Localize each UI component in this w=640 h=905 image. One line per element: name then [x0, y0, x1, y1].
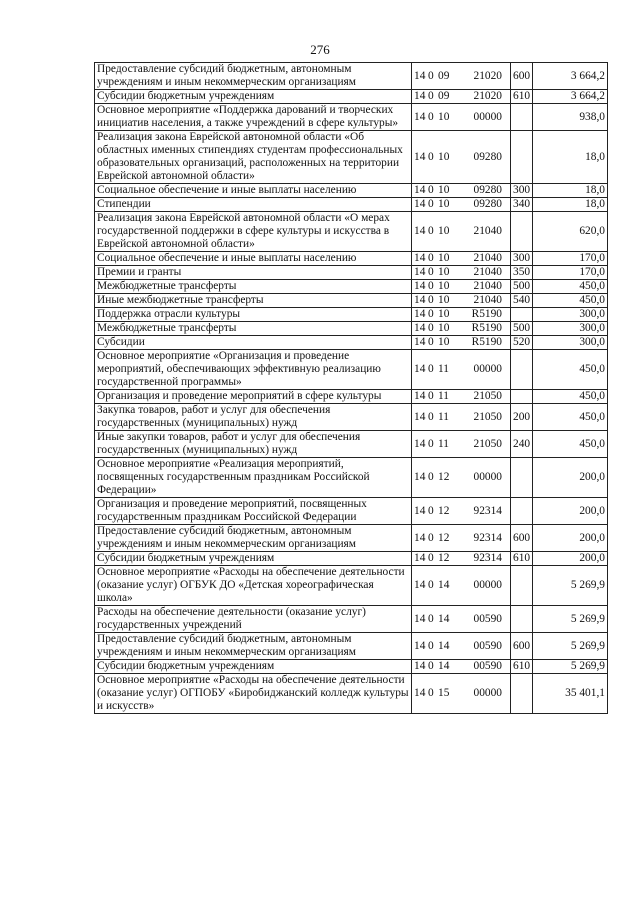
row-vr: 600 — [511, 525, 533, 552]
row-rz: 14 — [414, 552, 426, 564]
row-vr — [511, 212, 533, 252]
row-sub: 10 — [438, 280, 450, 292]
table-row — [95, 184, 608, 198]
row-cs: 09280 — [473, 184, 502, 196]
row-name: Субсидии бюджетным учреждениям — [95, 90, 412, 104]
row-sum: 200,0 — [533, 498, 608, 525]
row-sum: 18,0 — [533, 131, 608, 184]
row-pr: 0 — [428, 322, 434, 334]
row-sub: 10 — [438, 336, 450, 348]
row-code — [412, 212, 511, 252]
row-sub: 14 — [438, 579, 450, 591]
row-pr: 0 — [428, 184, 434, 196]
row-sum: 450,0 — [533, 390, 608, 404]
row-name: Субсидии бюджетным учреждениям — [95, 660, 412, 674]
row-rz: 14 — [414, 410, 426, 423]
table-row — [95, 266, 608, 280]
row-pr: 0 — [428, 225, 434, 237]
row-code — [412, 458, 511, 498]
row-code — [412, 308, 511, 322]
row-vr: 350 — [511, 266, 533, 280]
row-rz: 14 — [414, 150, 426, 163]
row-name: Организация и проведение мероприятий в сфере культуры — [95, 390, 412, 404]
row-cs: 00000 — [473, 363, 502, 375]
row-sum: 450,0 — [533, 350, 608, 390]
table-row — [95, 104, 608, 131]
row-sum: 200,0 — [533, 458, 608, 498]
row-sub: 09 — [438, 69, 450, 82]
row-cs: 21050 — [473, 390, 502, 402]
row-rz: 14 — [414, 531, 426, 544]
row-vr — [511, 458, 533, 498]
row-code — [412, 198, 511, 212]
row-vr — [511, 350, 533, 390]
row-sub: 15 — [438, 687, 450, 699]
row-sum: 300,0 — [533, 322, 608, 336]
row-sum: 450,0 — [533, 280, 608, 294]
table-row — [95, 90, 608, 104]
row-sub: 10 — [438, 198, 450, 210]
row-pr: 0 — [428, 336, 434, 348]
row-rz: 14 — [414, 660, 426, 672]
table-row — [95, 431, 608, 458]
row-rz: 14 — [414, 504, 426, 517]
row-pr: 0 — [428, 266, 434, 278]
row-vr: 300 — [511, 252, 533, 266]
row-pr: 0 — [428, 390, 434, 402]
row-cs: 00000 — [473, 110, 502, 123]
row-sum: 3 664,2 — [533, 63, 608, 90]
row-vr — [511, 131, 533, 184]
row-code — [412, 552, 511, 566]
row-vr: 500 — [511, 322, 533, 336]
row-sub: 12 — [438, 504, 450, 517]
row-vr — [511, 498, 533, 525]
row-name: Основное мероприятие «Расходы на обеспечение деятельности (оказание услуг) ОГБУК ДО «Детская хореографическая школа» — [95, 566, 412, 606]
row-sub: 10 — [438, 266, 450, 278]
row-vr — [511, 606, 533, 633]
row-code — [412, 350, 511, 390]
table-row — [95, 131, 608, 184]
row-sub: 14 — [438, 660, 450, 672]
row-sum: 5 269,9 — [533, 660, 608, 674]
row-sub: 12 — [438, 531, 450, 544]
row-sum: 5 269,9 — [533, 606, 608, 633]
row-pr: 0 — [428, 90, 434, 102]
row-cs: 92314 — [473, 504, 502, 517]
row-sub: 10 — [438, 110, 450, 123]
row-vr: 610 — [511, 660, 533, 674]
row-vr: 600 — [511, 633, 533, 660]
row-rz: 14 — [414, 266, 426, 278]
row-pr: 0 — [428, 612, 434, 625]
row-cs: 21040 — [473, 294, 502, 306]
table-row — [95, 566, 608, 606]
row-code — [412, 266, 511, 280]
row-vr — [511, 390, 533, 404]
row-vr: 610 — [511, 552, 533, 566]
row-rz: 14 — [414, 579, 426, 591]
row-pr: 0 — [428, 198, 434, 210]
row-sub: 10 — [438, 252, 450, 264]
row-name: Основное мероприятие «Поддержка дарований и творческих инициатив населения, а также учреждений в сфере культуры» — [95, 104, 412, 131]
row-rz: 14 — [414, 308, 426, 320]
row-cs: 00000 — [473, 471, 502, 483]
row-name: Основное мероприятие «Расходы на обеспечение деятельности (оказание услуг) ОГПОБУ «Биробиджанский колледж культуры и искусств» — [95, 674, 412, 714]
row-code — [412, 404, 511, 431]
row-name: Субсидии — [95, 336, 412, 350]
row-sub: 10 — [438, 294, 450, 306]
row-name: Организация и проведение мероприятий, посвященных государственным праздникам Российской Федерации — [95, 498, 412, 525]
row-sub: 14 — [438, 639, 450, 652]
row-rz: 14 — [414, 437, 426, 450]
row-name: Субсидии бюджетным учреждениям — [95, 552, 412, 566]
table-row — [95, 294, 608, 308]
row-vr: 200 — [511, 404, 533, 431]
row-name: Стипендии — [95, 198, 412, 212]
row-sum: 300,0 — [533, 308, 608, 322]
table-row — [95, 212, 608, 252]
row-code — [412, 336, 511, 350]
row-sub: 10 — [438, 150, 450, 163]
row-cs: 92314 — [473, 552, 502, 564]
row-vr: 540 — [511, 294, 533, 308]
row-sub: 09 — [438, 90, 450, 102]
row-rz: 14 — [414, 184, 426, 196]
row-sub: 11 — [438, 437, 449, 450]
row-rz: 14 — [414, 336, 426, 348]
row-pr: 0 — [428, 639, 434, 652]
row-code — [412, 322, 511, 336]
row-name: Закупка товаров, работ и услуг для обеспечения государственных (муниципальных) нужд — [95, 404, 412, 431]
row-code — [412, 252, 511, 266]
row-sub: 11 — [438, 410, 449, 423]
row-rz: 14 — [414, 687, 426, 699]
row-vr: 520 — [511, 336, 533, 350]
row-sub: 11 — [438, 363, 449, 375]
table-row — [95, 63, 608, 90]
row-code — [412, 390, 511, 404]
row-code — [412, 184, 511, 198]
row-sum: 18,0 — [533, 198, 608, 212]
row-pr: 0 — [428, 687, 434, 699]
row-cs: 21020 — [473, 69, 502, 82]
row-vr — [511, 308, 533, 322]
row-pr: 0 — [428, 252, 434, 264]
row-code — [412, 660, 511, 674]
row-sub: 10 — [438, 225, 450, 237]
row-rz: 14 — [414, 639, 426, 652]
row-code — [412, 280, 511, 294]
row-rz: 14 — [414, 110, 426, 123]
row-sub: 11 — [438, 390, 449, 402]
row-pr: 0 — [428, 471, 434, 483]
row-code — [412, 431, 511, 458]
row-cs: 00590 — [473, 612, 502, 625]
row-name: Поддержка отрасли культуры — [95, 308, 412, 322]
row-vr — [511, 674, 533, 714]
row-name: Иные закупки товаров, работ и услуг для обеспечения государственных (муниципальных) нужд — [95, 431, 412, 458]
row-sum: 450,0 — [533, 431, 608, 458]
row-code — [412, 606, 511, 633]
row-cs: 21040 — [473, 252, 502, 264]
row-cs: 00590 — [473, 660, 502, 672]
row-pr: 0 — [428, 363, 434, 375]
row-cs: 00000 — [473, 687, 502, 699]
row-cs: 00000 — [473, 579, 502, 591]
row-vr — [511, 104, 533, 131]
row-cs: 21040 — [473, 225, 502, 237]
row-name: Предоставление субсидий бюджетным, автономным учреждениям и иным некоммерческим организациям — [95, 525, 412, 552]
table-row — [95, 674, 608, 714]
table-row — [95, 633, 608, 660]
row-name: Предоставление субсидий бюджетным, автономным учреждениям и иным некоммерческим организациям — [95, 63, 412, 90]
row-name: Расходы на обеспечение деятельности (оказание услуг) государственных учреждений — [95, 606, 412, 633]
row-vr: 340 — [511, 198, 533, 212]
page-number: 276 — [310, 42, 330, 57]
row-sum: 450,0 — [533, 404, 608, 431]
row-rz: 14 — [414, 225, 426, 237]
table-row — [95, 498, 608, 525]
row-name: Основное мероприятие «Реализация мероприятий, посвященных государственным праздникам Российской Федерации» — [95, 458, 412, 498]
table-row — [95, 390, 608, 404]
table-row — [95, 552, 608, 566]
row-name: Реализация закона Еврейской автономной области «Об областных именных стипендиях студентам профессиональных образовательных организаций, расположенных на территории Еврейской автономной области» — [95, 131, 412, 184]
row-cs: R5190 — [471, 336, 502, 348]
row-cs: 21040 — [473, 280, 502, 292]
row-rz: 14 — [414, 390, 426, 402]
row-cs: R5190 — [471, 308, 502, 320]
row-sum: 18,0 — [533, 184, 608, 198]
row-sum: 200,0 — [533, 552, 608, 566]
row-pr: 0 — [428, 531, 434, 544]
row-rz: 14 — [414, 363, 426, 375]
row-name: Предоставление субсидий бюджетным, автономным учреждениям и иным некоммерческим организациям — [95, 633, 412, 660]
row-name: Основное мероприятие «Организация и проведение мероприятий, обеспечивающих эффективную реализацию государственной программы» — [95, 350, 412, 390]
row-pr: 0 — [428, 280, 434, 292]
row-pr: 0 — [428, 579, 434, 591]
row-rz: 14 — [414, 69, 426, 82]
row-sum: 5 269,9 — [533, 633, 608, 660]
row-vr: 600 — [511, 63, 533, 90]
row-pr: 0 — [428, 437, 434, 450]
row-cs: 21040 — [473, 266, 502, 278]
row-code — [412, 104, 511, 131]
row-rz: 14 — [414, 294, 426, 306]
row-vr: 240 — [511, 431, 533, 458]
row-sub: 10 — [438, 308, 450, 320]
row-cs: R5190 — [471, 322, 502, 334]
row-name: Реализация закона Еврейской автономной области «О мерах государственной поддержки в сфере культуры и искусства в Еврейской автономной области» — [95, 212, 412, 252]
row-sum: 620,0 — [533, 212, 608, 252]
row-sum: 3 664,2 — [533, 90, 608, 104]
row-cs: 21020 — [473, 90, 502, 102]
table-row — [95, 350, 608, 390]
row-name: Иные межбюджетные трансферты — [95, 294, 412, 308]
row-rz: 14 — [414, 252, 426, 264]
row-code — [412, 90, 511, 104]
row-pr: 0 — [428, 660, 434, 672]
row-sum: 450,0 — [533, 294, 608, 308]
table-row — [95, 252, 608, 266]
budget-table — [94, 62, 608, 714]
row-rz: 14 — [414, 90, 426, 102]
table-row — [95, 660, 608, 674]
row-sub: 10 — [438, 184, 450, 196]
row-code — [412, 498, 511, 525]
row-pr: 0 — [428, 69, 434, 82]
row-name: Премии и гранты — [95, 266, 412, 280]
row-name: Межбюджетные трансферты — [95, 280, 412, 294]
row-cs: 21050 — [473, 410, 502, 423]
row-code — [412, 566, 511, 606]
row-sum: 300,0 — [533, 336, 608, 350]
row-code — [412, 633, 511, 660]
table-row — [95, 308, 608, 322]
row-code — [412, 674, 511, 714]
budget-table-body — [95, 63, 608, 714]
row-pr: 0 — [428, 110, 434, 123]
table-row — [95, 322, 608, 336]
row-rz: 14 — [414, 280, 426, 292]
row-cs: 09280 — [473, 198, 502, 210]
row-sum: 35 401,1 — [533, 674, 608, 714]
row-sum: 170,0 — [533, 266, 608, 280]
row-name: Межбюджетные трансферты — [95, 322, 412, 336]
table-row — [95, 280, 608, 294]
row-rz: 14 — [414, 322, 426, 334]
row-name: Социальное обеспечение и иные выплаты населению — [95, 184, 412, 198]
row-rz: 14 — [414, 198, 426, 210]
table-row — [95, 525, 608, 552]
row-sum: 938,0 — [533, 104, 608, 131]
row-cs: 21050 — [473, 437, 502, 450]
row-cs: 09280 — [473, 150, 502, 163]
row-sum: 170,0 — [533, 252, 608, 266]
row-vr: 610 — [511, 90, 533, 104]
row-cs: 00590 — [473, 639, 502, 652]
row-sub: 12 — [438, 552, 450, 564]
row-pr: 0 — [428, 552, 434, 564]
row-code — [412, 131, 511, 184]
row-sub: 10 — [438, 322, 450, 334]
row-code — [412, 63, 511, 90]
table-row — [95, 458, 608, 498]
row-sub: 12 — [438, 471, 450, 483]
row-code — [412, 294, 511, 308]
table-row — [95, 336, 608, 350]
table-row — [95, 606, 608, 633]
row-name: Социальное обеспечение и иные выплаты населению — [95, 252, 412, 266]
table-row — [95, 404, 608, 431]
row-pr: 0 — [428, 294, 434, 306]
row-rz: 14 — [414, 612, 426, 625]
row-pr: 0 — [428, 410, 434, 423]
row-sum: 200,0 — [533, 525, 608, 552]
table-row — [95, 198, 608, 212]
row-vr: 300 — [511, 184, 533, 198]
row-pr: 0 — [428, 308, 434, 320]
row-code — [412, 525, 511, 552]
row-rz: 14 — [414, 471, 426, 483]
row-sum: 5 269,9 — [533, 566, 608, 606]
row-vr — [511, 566, 533, 606]
row-vr: 500 — [511, 280, 533, 294]
row-cs: 92314 — [473, 531, 502, 544]
row-pr: 0 — [428, 504, 434, 517]
row-sub: 14 — [438, 612, 450, 625]
row-pr: 0 — [428, 150, 434, 163]
